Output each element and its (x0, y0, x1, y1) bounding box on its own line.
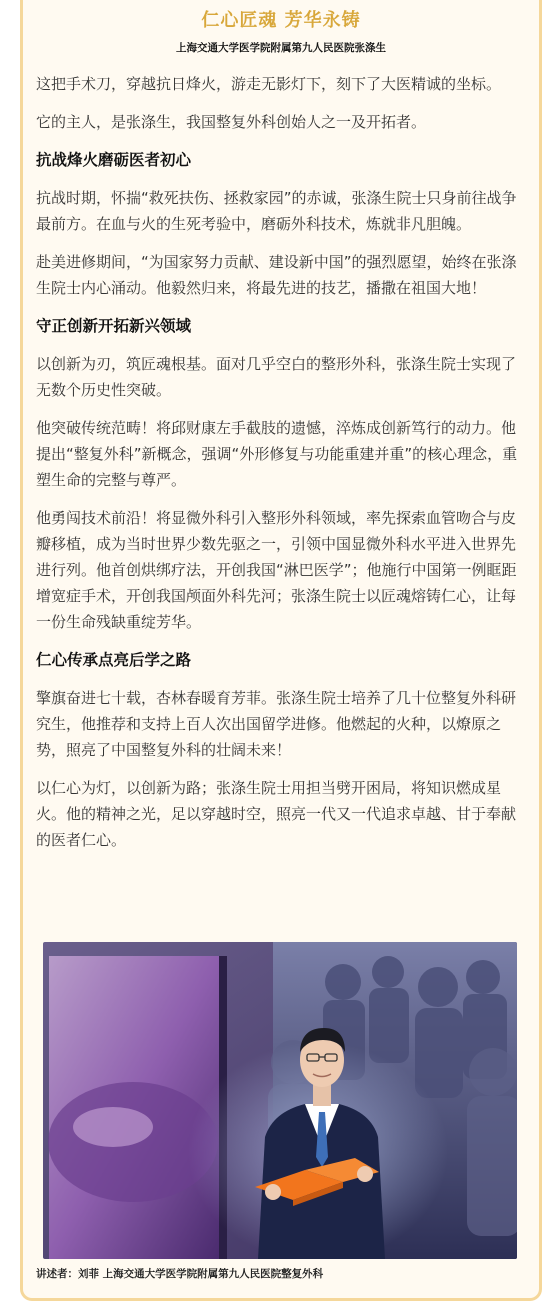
article-body (36, 71, 527, 865)
speaker-photo-illustration (43, 942, 517, 1259)
paragraph: 这把手术刀，穿越抗日烽火，游走无影灯下，刻下了大医精诚的坐标。 (36, 75, 502, 93)
paragraph: 以仁心为灯，以创新为路；张涤生院士用担当劈开困局，将知识燃成星火。他的精神之光，足以穿越时空，照亮一代又一代追求卓越、甘于奉献的医者仁心。 (36, 779, 517, 849)
article-subtitle: 上海交通大学医学院附属第九人民医院张涤生 (176, 42, 386, 54)
article-title: 仁心匠魂 芳华永铸 (201, 10, 361, 31)
paragraph: 它的主人，是张涤生，我国整复外科创始人之一及开拓者。 (36, 113, 427, 131)
section-heading: 抗战烽火磨砺医者初心 (36, 151, 192, 169)
paragraph: 他突破传统范畴！将邱财康左手截肢的遗憾，淬炼成创新笃行的动力。他提出“整复外科”新概念，强调“外形修复与功能重建并重”的核心理念，重塑生命的完整与尊严。 (36, 419, 518, 489)
section-heading: 仁心传承点亮后学之路 (36, 651, 192, 669)
paragraph: 以创新为刃，筑匠魂根基。面对几乎空白的整形外科，张涤生院士实现了无数个历史性突破。 (36, 355, 517, 399)
photo-caption: 讲述者：刘菲 上海交通大学医学院附属第九人民医院整复外科 (36, 1268, 324, 1280)
paragraph: 赴美进修期间，“为国家努力贡献、建设新中国”的强烈愿望，始终在张涤生院士内心涌动。他毅然归来，将最先进的技艺，播撒在祖国大地！ (36, 253, 517, 297)
paragraph: 他勇闯技术前沿！将显微外科引入整形外科领域，率先探索血管吻合与皮瓣移植，成为当时世界少数先驱之一，引领中国显微外科水平进入世界先进行列。他首创烘绑疗法，开创我国“淋巴医学”；他施行中国第一例眶距增宽症手术，开创我国颅面外科先河；张涤生院士以匠魂熔铸仁心，让每一份生命残缺重绽芳华。 (36, 509, 517, 631)
speaker-photo (43, 942, 517, 1259)
paragraph: 抗战时期，怀揣“救死扶伤、拯救家园”的赤诚，张涤生院士只身前往战争最前方。在血与火的生死考验中，磨砺外科技术，炼就非凡胆魄。 (36, 189, 517, 233)
paragraph: 擎旗奋进七十载，杏林春暖育芳菲。张涤生院士培养了几十位整复外科研究生，他推荐和支持上百人次出国留学进修。他燃起的火种，以燎原之势，照亮了中国整复外科的壮阔未来！ (36, 689, 517, 759)
section-heading: 守正创新开拓新兴领域 (36, 317, 192, 335)
